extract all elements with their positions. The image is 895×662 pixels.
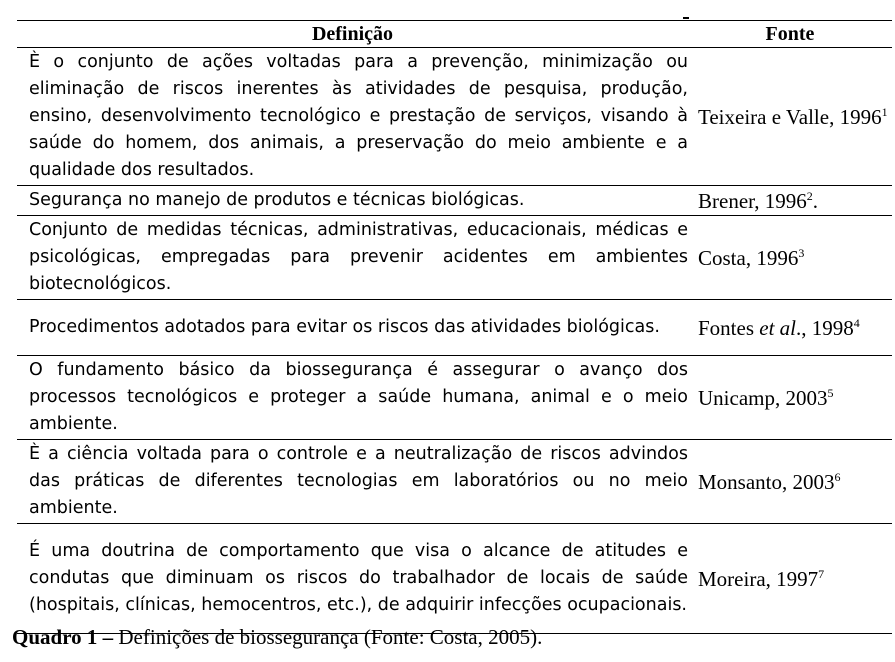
header-definicao: Definição	[17, 21, 688, 48]
table-row	[17, 186, 892, 216]
table-header-row	[17, 21, 892, 48]
source-italic: et al	[759, 315, 797, 340]
definition-cell: È o conjunto de ações voltadas para a prevenção, minimização ou eliminação de riscos inerentes às atividades de pesquisa, produção, ensino, desenvolvimento tecnológico e prestação de serviços, visando à saúde do homem, dos animais, a preservação do meio ambiente e a qualidade dos resultados.	[17, 48, 688, 186]
source-text: Unicamp, 2003	[698, 385, 828, 410]
caption-label: Quadro 1 –	[12, 625, 114, 649]
definition-cell: Conjunto de medidas técnicas, administrativas, educacionais, médicas e psicológicas, empregadas para prevenir acidentes em ambientes biotecnológicos.	[17, 216, 688, 300]
source-cell	[688, 300, 892, 356]
definition-cell: Procedimentos adotados para evitar os riscos das atividades biológicas.	[17, 300, 688, 356]
source-text: Fontes	[698, 315, 760, 340]
header-fonte: Fonte	[688, 21, 892, 48]
source-cell	[688, 356, 892, 440]
source-text: Moreira, 1997	[698, 566, 819, 591]
table-row	[17, 524, 892, 634]
footnote-ref: 2	[806, 188, 813, 203]
source-text: Teixeira e Valle, 1996	[698, 104, 882, 129]
source-cell	[688, 524, 892, 634]
definition-cell: É uma doutrina de comportamento que visa o alcance de atitudes e condutas que diminuam os riscos do trabalhador de locais de saúde (hospitais, clínicas, hemocentros, etc.), de adquirir infecções ocupacionais.	[17, 524, 688, 634]
source-text: Monsanto, 2003	[698, 469, 835, 494]
source-cell	[688, 216, 892, 300]
source-text-post: ., 1998	[796, 315, 854, 340]
footnote-ref: 6	[834, 469, 841, 484]
corner-mark	[683, 17, 689, 19]
definition-cell: È a ciência voltada para o controle e a neutralização de riscos advindos das práticas de diferentes tecnologias em laboratórios ou no meio ambiente.	[17, 440, 688, 524]
definition-cell: O fundamento básico da biossegurança é assegurar o avanço dos processos tecnológicos e proteger a saúde humana, animal e o meio ambiente.	[17, 356, 688, 440]
source-text: Costa, 1996	[698, 245, 799, 270]
table-row	[17, 300, 892, 356]
table-row	[17, 48, 892, 186]
definition-cell: Segurança no manejo de produtos e técnicas biológicas.	[17, 186, 688, 216]
table-row	[17, 356, 892, 440]
caption-text: Definições de biossegurança (Fonte: Costa, 2005).	[113, 625, 543, 649]
footnote-ref: 3	[798, 245, 805, 260]
definitions-table	[17, 20, 892, 634]
source-cell	[688, 48, 892, 186]
table-row	[17, 440, 892, 524]
footnote-ref: 5	[827, 385, 834, 400]
source-cell	[688, 440, 892, 524]
source-text: Brener, 1996	[698, 188, 807, 213]
table-row	[17, 216, 892, 300]
table-caption	[12, 624, 542, 650]
footnote-ref: 1	[881, 104, 888, 119]
footnote-ref: 4	[853, 315, 860, 330]
source-suffix: .	[812, 188, 819, 213]
footnote-ref: 7	[818, 566, 825, 581]
source-cell	[688, 186, 892, 216]
